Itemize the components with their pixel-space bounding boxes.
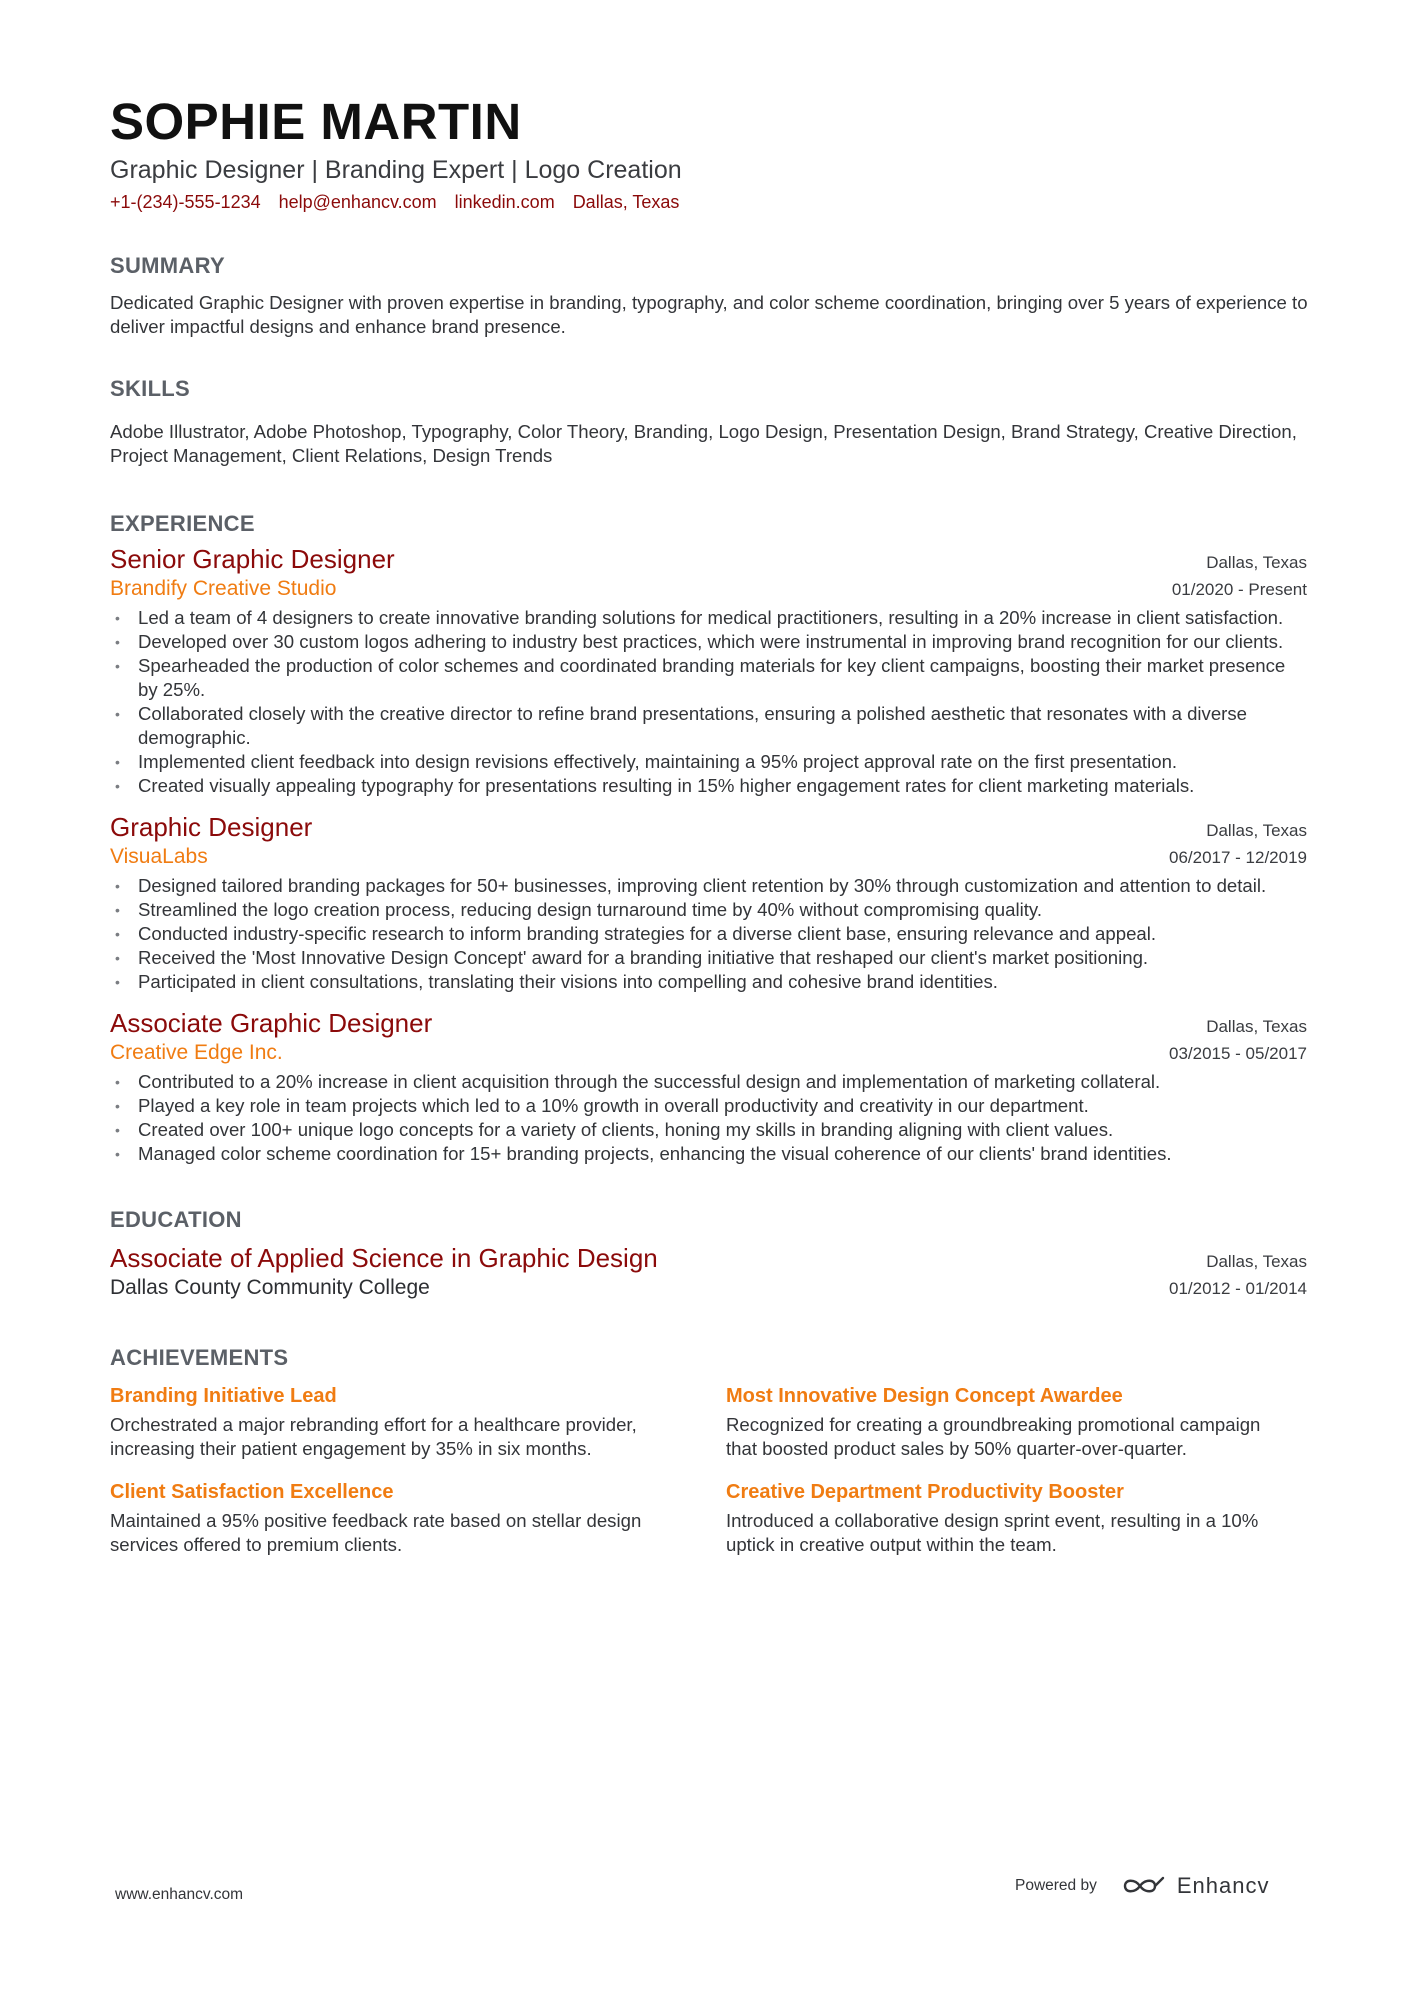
enhancv-infinity-logo-icon [1121,1874,1167,1898]
powered-by-label: Powered by [1015,1877,1097,1894]
job-bullets [110,1070,1307,1166]
achievements-heading: ACHIEVEMENTS [110,1345,289,1370]
achievement-item [726,1382,1296,1461]
footer-branding [1015,1873,1269,1899]
skills-heading: SKILLS [110,376,191,401]
contact-info [110,190,1307,214]
job-company: Creative Edge Inc. [110,1041,283,1064]
achievement-item [110,1478,708,1557]
job-bullet: • Developed over 30 custom logos adhering to industry best practices, which were instrumental in improving brand recognition for our clients. [110,630,1307,654]
job-bullet: • Managed color scheme coordination for 15+ branding projects, enhancing the visual coherence of our clients' brand identities. [110,1142,1307,1166]
job-dates: 01/2020 - Present [1171,580,1307,599]
job-bullet: • Collaborated closely with the creative director to refine brand presentations, ensuring a polished aesthetic that resonates with a diverse demographic. [110,702,1307,750]
job-location: Dallas, Texas [1206,821,1307,840]
candidate-title: Graphic Designer | Branding Expert | Logo Creation [110,156,682,184]
skills-section [110,375,1307,468]
achievements-grid [110,1382,1307,1557]
experience-section [110,510,1307,1166]
achievement-title: Creative Department Productivity Booster [726,1481,1124,1503]
job-bullet: • Contributed to a 20% increase in client acquisition through the successful design and implementation of marketing collateral. [110,1070,1307,1094]
achievements-section [110,1344,1307,1557]
education-entry [110,1242,1307,1302]
education-degree: Associate of Applied Science in Graphic Design [110,1243,658,1273]
job-bullet: • Participated in client consultations, translating their visions into compelling and cohesive brand identities. [110,970,1307,994]
candidate-name: SOPHIE MARTIN [110,93,522,150]
brand-name: Enhancv [1176,1873,1270,1898]
job-company: Brandify Creative Studio [110,577,337,600]
achievement-description: Recognized for creating a groundbreaking promotional campaign that boosted product sales by 50% quarter-over-quarter. [726,1414,1261,1459]
job-title: Graphic Designer [110,812,313,842]
contact-email[interactable]: help@enhancv.com [278,192,437,212]
job-bullet: • Created visually appealing typography for presentations resulting in 15% higher engagement rates for client marketing materials. [110,774,1307,798]
summary-text: Dedicated Graphic Designer with proven expertise in branding, typography, and color scheme coordination, bringing over 5 years of experience to deliver impactful designs and enhance brand presence. [110,292,1308,337]
achievement-description: Maintained a 95% positive feedback rate based on stellar design services offered to premium clients. [110,1510,642,1555]
job-bullet: • Played a key role in team projects which led to a 10% growth in overall productivity and creativity in our department. [110,1094,1307,1118]
job-entry [110,812,1307,994]
education-section [110,1206,1307,1302]
job-title: Senior Graphic Designer [110,544,395,574]
achievement-title: Branding Initiative Lead [110,1385,337,1407]
job-bullet: • Streamlined the logo creation process, reducing design turnaround time by 40% without compromising quality. [110,898,1307,922]
job-title: Associate Graphic Designer [110,1008,433,1038]
job-bullets [110,606,1307,798]
job-bullet: • Received the 'Most Innovative Design Concept' award for a branding initiative that reshaped our client's market positioning. [110,946,1307,970]
job-bullet: • Designed tailored branding packages for 50+ businesses, improving client retention by 30% through customization and attention to detail. [110,874,1307,898]
education-school: Dallas County Community College [110,1276,430,1299]
resume-content [110,92,1307,1557]
resume-header [110,92,1307,214]
job-bullet: • Created over 100+ unique logo concepts for a variety of clients, honing my skills in branding aligning with client values. [110,1118,1307,1142]
job-bullet: • Implemented client feedback into design revisions effectively, maintaining a 95% project approval rate on the first presentation. [110,750,1307,774]
job-location: Dallas, Texas [1206,553,1307,572]
education-dates: 01/2012 - 01/2014 [1168,1279,1307,1298]
experience-heading: EXPERIENCE [110,511,255,536]
job-dates: 03/2015 - 05/2017 [1168,1044,1307,1063]
job-location: Dallas, Texas [1206,1017,1307,1036]
job-bullet: • Spearheaded the production of color schemes and coordinated branding materials for key client campaigns, boosting their market presence by 25%. [110,654,1307,702]
summary-section [110,252,1307,339]
footer-website[interactable]: www.enhancv.com [115,1886,244,1903]
achievement-title: Client Satisfaction Excellence [110,1481,394,1503]
contact-linkedin[interactable]: linkedin.com [454,192,555,212]
job-bullet: • Conducted industry-specific research to inform branding strategies for a diverse client base, ensuring relevance and appeal. [110,922,1307,946]
contact-phone[interactable]: +1-(234)-555-1234 [110,192,261,212]
job-dates: 06/2017 - 12/2019 [1168,848,1307,867]
education-heading: EDUCATION [110,1207,242,1232]
education-location: Dallas, Texas [1206,1252,1307,1271]
brand-logo[interactable] [1121,1873,1270,1899]
achievement-description: Orchestrated a major rebranding effort for a healthcare provider, increasing their patient engagement by 35% in six months. [110,1414,637,1459]
summary-heading: SUMMARY [110,253,225,278]
skills-text: Adobe Illustrator, Adobe Photoshop, Typography, Color Theory, Branding, Logo Design, Presentation Design, Brand Strategy, Creative Direction, Project Management, Client Relations, Design Trends [110,421,1297,466]
job-entry [110,544,1307,798]
job-bullets [110,874,1307,994]
job-entry [110,1008,1307,1166]
job-bullet: • Led a team of 4 designers to create innovative branding solutions for medical practitioners, resulting in a 20% increase in client satisfaction. [110,606,1307,630]
contact-location: Dallas, Texas [572,192,680,212]
achievement-title: Most Innovative Design Concept Awardee [726,1385,1123,1407]
job-company: VisuaLabs [110,845,208,868]
achievement-description: Introduced a collaborative design sprint event, resulting in a 10% uptick in creative output within the team. [726,1510,1259,1555]
achievement-item [726,1478,1296,1557]
achievement-item [110,1382,708,1461]
